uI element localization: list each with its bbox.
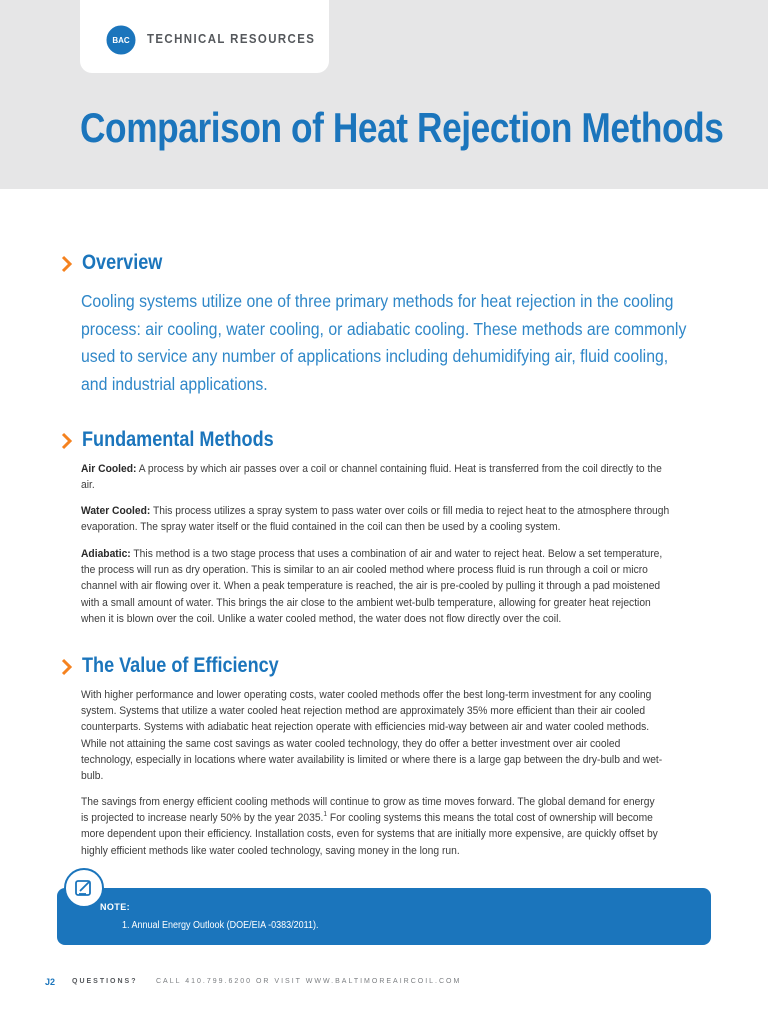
efficiency-text: bulb. <box>81 770 104 783</box>
water-cooled-text: evaporation. The spray water itself or the fluid contained in the coil can then be used by a cooling system. <box>81 521 561 534</box>
efficiency-text: For cooling systems this means the total cost of ownership will become <box>327 812 653 825</box>
adiabatic-text: This method is a two stage process that uses a combination of air and water to reject heat. Below a set temperature, <box>130 548 663 560</box>
footer-contact: CALL 410.799.6200 OR VISIT WWW.BALTIMOREAIRCOIL.COM <box>156 978 462 985</box>
efficiency-paragraph-2 <box>81 794 721 859</box>
adiabatic-text: with a small amount of water. This brings the air close to the ambient wet-bulb temperature, allowing for greater heat rejection <box>81 596 651 609</box>
footnote-ref: 1 <box>323 811 328 819</box>
efficiency-text: While not attaining the same cost savings as water cooled technology, they do offer a better investment over air cooled <box>81 737 621 750</box>
fundamental-title: Fundamental Methods <box>82 428 274 451</box>
overview-line: and industrial applications. <box>81 373 268 394</box>
overview-line: Cooling systems utilize one of three primary methods for heat rejection in the cooling <box>81 291 674 311</box>
air-cooled-text: A process by which air passes over a coil or channel containing fluid. Heat is transferred from the coil directly to the <box>136 463 662 475</box>
notepad-icon <box>74 878 94 898</box>
page-title: Comparison of Heat Rejection Methods <box>80 104 724 151</box>
footer-questions: QUESTIONS? <box>72 978 138 985</box>
overview-title: Overview <box>82 251 163 274</box>
bac-logo <box>105 24 137 56</box>
note-icon <box>64 868 104 908</box>
efficiency-text: system. Systems that utilize a water cooled heat rejection method are approximately 35% more efficient than their air cooled <box>81 705 646 718</box>
efficiency-text: The savings from energy efficient cooling methods will continue to grow as time moves forward. The global demand for energy <box>81 796 655 808</box>
efficiency-title: The Value of Efficiency <box>82 654 279 677</box>
adiabatic-text: the process will run as dry operation. This is similar to an air cooled method where process fluid is run through a coil or micro <box>81 564 648 577</box>
note-item: 1. Annual Energy Outlook (DOE/EIA -0383/2011). <box>122 920 319 931</box>
efficiency-paragraph-1 <box>81 687 721 784</box>
air-cooled-paragraph <box>81 461 721 493</box>
efficiency-text: counterparts. Systems with adiabatic heat rejection operate with efficiencies mid-way between air and water cooled methods. <box>81 721 650 734</box>
efficiency-text: With higher performance and lower operating costs, water cooled methods offer the best long-term investment for any cooling <box>81 689 652 701</box>
adiabatic-term: Adiabatic: <box>81 548 131 560</box>
note-label: NOTE: <box>100 902 130 912</box>
chevron-right-icon <box>60 429 74 453</box>
chevron-right-icon <box>60 252 74 276</box>
tab-label: TECHNICAL RESOURCES <box>147 31 316 46</box>
overview-text <box>81 288 721 398</box>
page-number: J2 <box>45 977 56 987</box>
water-cooled-term: Water Cooled: <box>81 505 151 517</box>
water-cooled-paragraph <box>81 503 721 535</box>
adiabatic-text: channel with air flowing over it. When a peak temperature is reached, the air is pre-cooled by pulling it through a pad moistened <box>81 580 661 593</box>
efficiency-text: technology, especially in locations where water availability is limited or where there is a large gap between the dry-bulb and wet- <box>81 753 663 766</box>
efficiency-text: more dependent upon their efficiency. Installation costs, even for systems that are initially more expensive, are quickly offset by <box>81 828 658 841</box>
adiabatic-text: when it is blown over the coil. Unlike a water cooled method, the water does not flow directly over the coil. <box>81 612 562 625</box>
air-cooled-term: Air Cooled: <box>81 463 137 475</box>
air-cooled-text: air. <box>81 479 95 492</box>
adiabatic-paragraph <box>81 546 721 627</box>
overview-line: process: air cooling, water cooling, or adiabatic cooling. These methods are commonly <box>81 318 687 339</box>
efficiency-text: is projected to increase nearly 50% by the year 2035. <box>81 812 324 825</box>
logo-text: BAC <box>112 36 130 45</box>
overview-line: used to service any number of applications including dehumidifying air, fluid cooling, <box>81 346 669 366</box>
chevron-right-icon <box>60 655 74 679</box>
efficiency-text: highly efficient methods like water cooled technology, saving money in the long run. <box>81 844 460 857</box>
water-cooled-text: This process utilizes a spray system to pass water over coils or fill media to reject heat to the atmosphere through <box>150 505 670 517</box>
note-box <box>57 888 711 945</box>
